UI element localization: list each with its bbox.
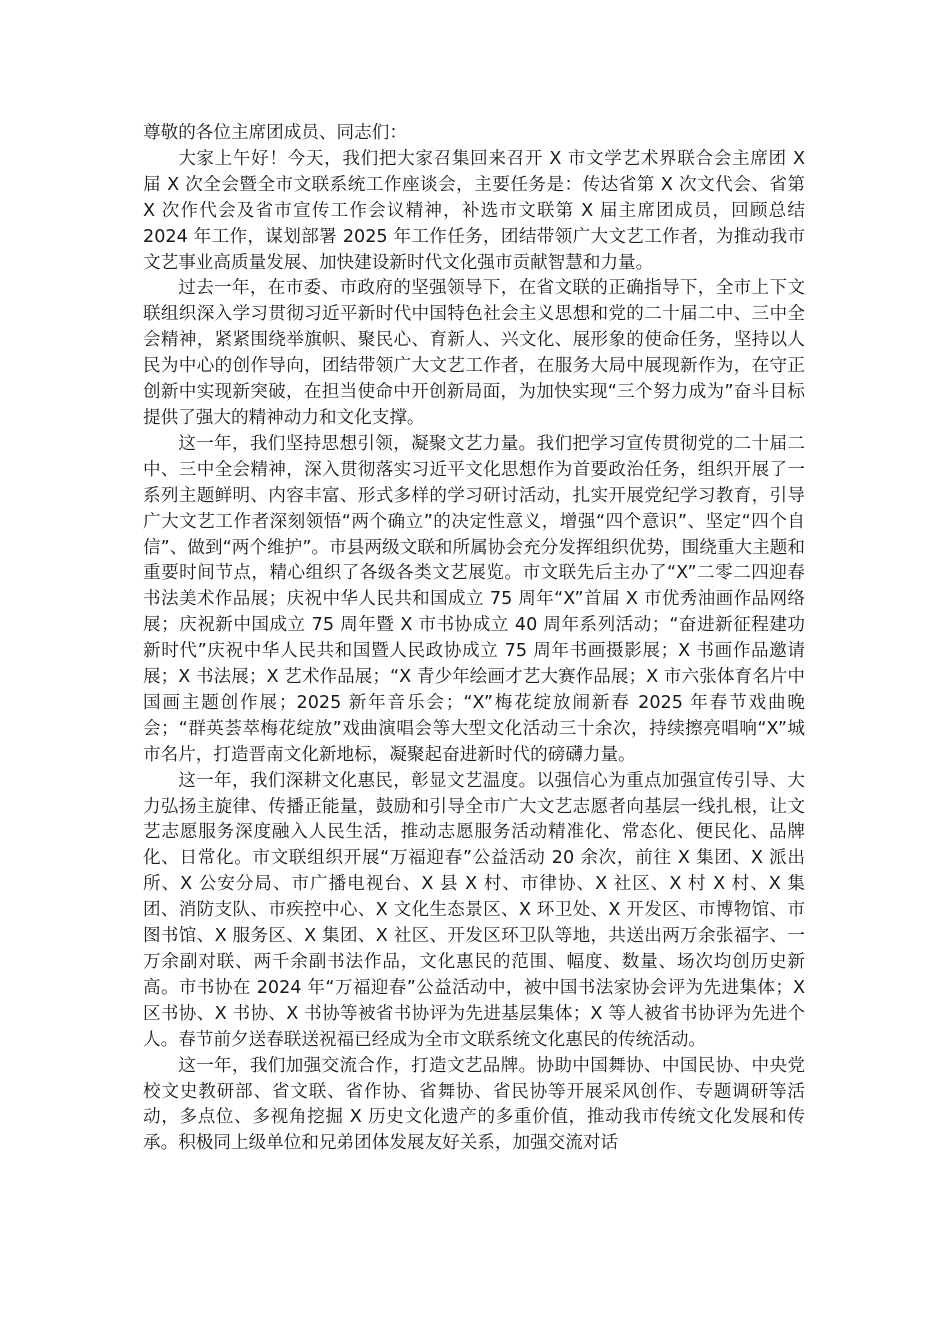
paragraph-culture-benefit: 这一年，我们深耕文化惠民，彰显文艺温度。以强信心为重点加强宣传引导、大力弘扬主旋律、传播正能量，鼓励和引导全市广大文艺志愿者向基层一线扎根，让文艺志愿服务深度融入人民生活，推动志愿服务活动精准化、常态化、便民化、品牌化、日常化。市文联组织开展“万福迎春”公益活动 20 余次，前往 X 集团、X 派出所、X 公安分局、市广播电视台、X 县 X 村、市律协、X 社区、X 村 X 村、X 集团、消防支队、市疾控中心、X 文化生态景区、X 环卫处、X 开发区、市博物馆、市图书馆、X 服务区、X 集团、X 社区、开发区环卫队等地，共送出两万余张福字、一万余副对联、两千余副书法作品，文化惠民的范围、幅度、数量、场次均创历史新高。市书协在 2024 年“万福迎春”公益活动中，被中国书法家协会评为先进集体；X 区书协、X 书协、X 书协等被省书协评为先进基层集体；X 等人被省书协评为先进个人。春节前夕送春联送祝福已经成为全市文联系统文化惠民的传统活动。 <box>143 770 805 1050</box>
paragraph-opening: 大家上午好！今天，我们把大家召集回来召开 X 市文学艺术界联合会主席团 X 届 X 次全会暨全市文联系统工作座谈会，主要任务是：传达省第 X 次文代会、省第 X 次作代会及省市宣传工作会议精神，补选市文联第 X 届主席团成员，回顾总结 2024 年工作，谋划部署 2025 年工作任务，团结带领广大文艺工作者，为推动我市文艺事业高质量发展、加快建设新时代文化强市贡献智慧和力量。 <box>143 148 805 273</box>
paragraph-review: 过去一年，在市委、市政府的坚强领导下，在省文联的正确指导下，全市上下文联组织深入学习贯彻习近平新时代中国特色社会主义思想和党的二十届二中、三中全会精神，紧紧围绕举旗帜、聚民心、育新人、兴文化、展形象的使命任务，坚持以人民为中心的创作导向，团结带领广大文艺工作者，在服务大局中展现新作为，在守正创新中实现新突破，在担当使命中开创新局面，为加快实现“三个努力成为”奋斗目标提供了强大的精神动力和文化支撑。 <box>143 278 805 428</box>
paragraph-exchange: 这一年，我们加强交流合作，打造文艺品牌。协助中国舞协、中国民协、中央党校文史教研部、省文联、省作协、省舞协、省民协等开展采风创作、专题调研等活动，多点位、多视角挖掘 X 历史文化遗产的多重价值，推动我市传统文化发展和传承。积极同上级单位和兄弟团体发展友好关系，加强交流对话 <box>143 1055 805 1154</box>
document-body <box>143 121 805 1157</box>
paragraph-ideology: 这一年，我们坚持思想引领，凝聚文艺力量。我们把学习宣传贯彻党的二十届二中、三中全会精神，深入贯彻落实习近平文化思想作为首要政治任务，组织开展了一系列主题鲜明、内容丰富、形式多样的学习研讨活动，扎实开展党纪学习教育，引导广大文艺工作者深刻领悟“两个确立”的决定性意义，增强“四个意识”、坚定“四个自信”、做到“两个维护”。市县两级文联和所属协会充分发挥组织优势，围绕重大主题和重要时间节点，精心组织了各级各类文艺展览。市文联先后主办了“X”二零二四迎春书法美术作品展；庆祝中华人民共和国成立 75 周年“X”首届 X 市优秀油画作品网络展；庆祝新中国成立 75 周年暨 X 市书协成立 40 周年系列活动；“奋进新征程建功新时代”庆祝中华人民共和国暨人民政协成立 75 周年书画摄影展；X 书画作品邀请展；X 书法展；X 艺术作品展；“X 青少年绘画才艺大赛作品展；X 市六张体育名片中国画主题创作展；2025 新年音乐会；“X”梅花绽放闹新春 2025 年春节戏曲晚会；“群英荟萃梅花绽放”戏曲演唱会等大型文化活动三十余次，持续擦亮唱响“X”城市名片，打造晋南文化新地标，凝聚起奋进新时代的磅礴力量。 <box>143 433 805 765</box>
salutation: 尊敬的各位主席团成员、同志们： <box>143 123 407 143</box>
